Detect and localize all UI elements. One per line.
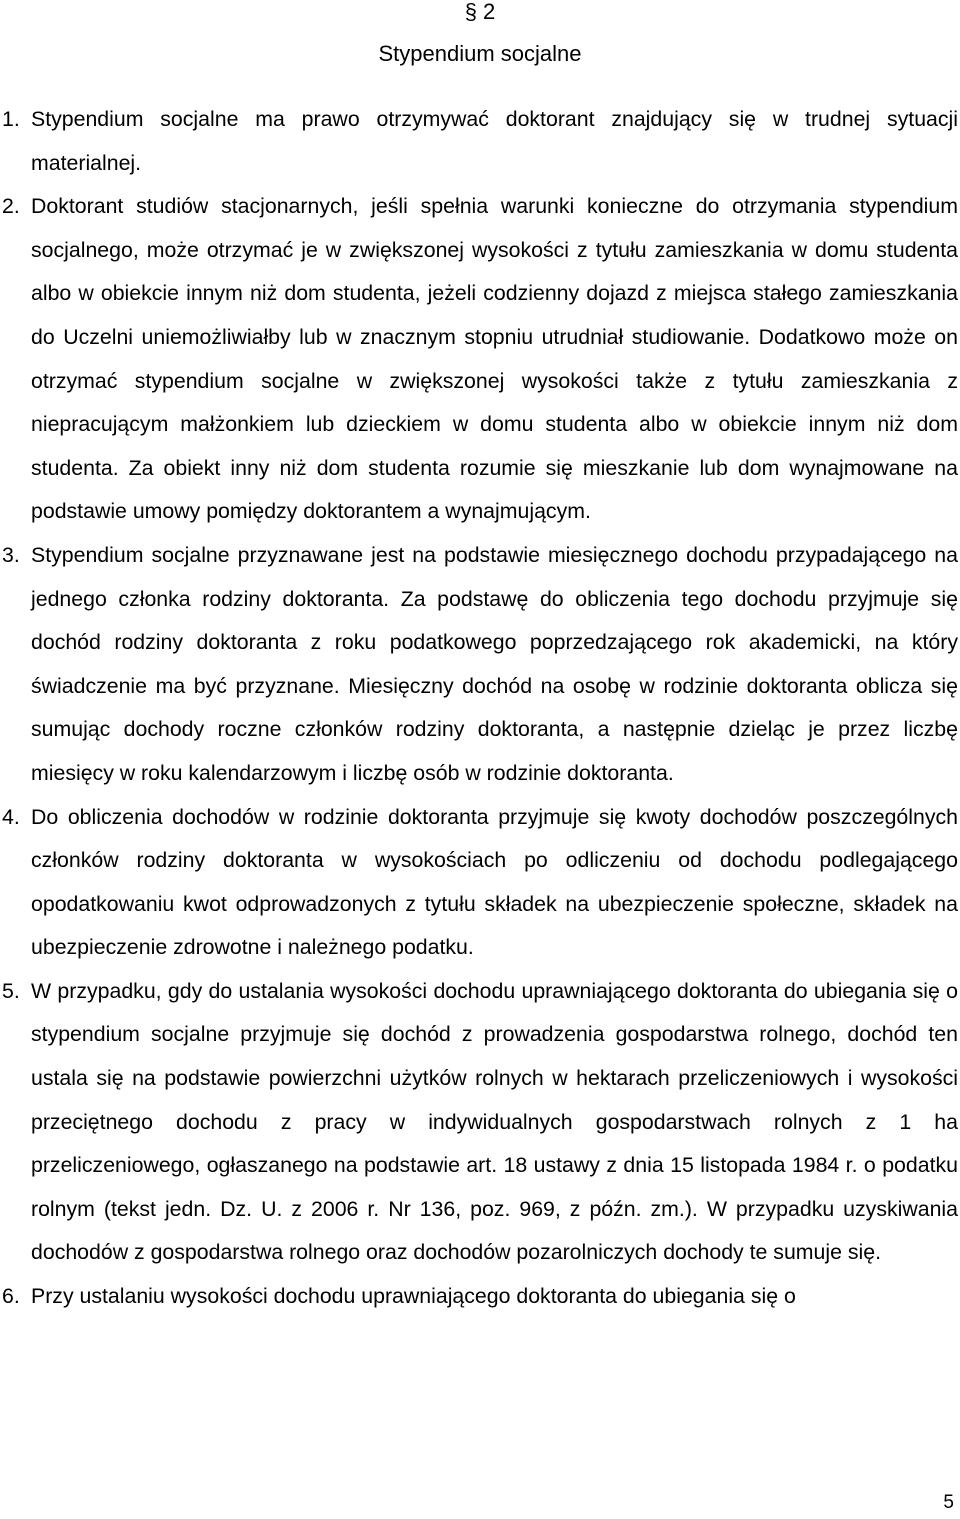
paragraph-number: 5. bbox=[2, 978, 20, 1003]
paragraph-5 bbox=[0, 970, 958, 1275]
paragraph-text: Do obliczenia dochodów w rodzinie doktoranta przyjmuje się kwoty dochodów poszczególnych członków rodziny doktoranta w wysokościach po odliczeniu od dochodu podlegającego opodatkowaniu kwot odprowadzonych z tytułu składek na ubezpieczenie społeczne, składek na ubezpieczenie zdrowotne i należnego podatku. bbox=[31, 804, 958, 960]
paragraph-list bbox=[0, 98, 958, 1319]
paragraph-4 bbox=[0, 796, 958, 970]
paragraph-text: Stypendium socjalne przyznawane jest na podstawie miesięcznego dochodu przypadającego na jednego członka rodziny doktoranta. Za podstawę do obliczenia tego dochodu przyjmuje się dochód rodziny doktoranta z roku podatkowego poprzedzającego rok akademicki, na który świadczenie ma być przyznane. Miesięczny dochód na osobę w rodzinie doktoranta oblicza się sumując dochody roczne członków rodziny doktoranta, a następnie dzieląc je przez liczbę miesięcy w roku kalendarzowym i liczbę osób w rodzinie doktoranta. bbox=[31, 542, 958, 785]
paragraph-text: Doktorant studiów stacjonarnych, jeśli spełnia warunki konieczne do otrzymania stypendium socjalnego, może otrzymać je w zwiększonej wysokości z tytułu zamieszkania w domu studenta albo w obiekcie innym niż dom studenta, jeżeli codzienny dojazd z miejsca stałego zamieszkania do Uczelni uniemożliwiałby lub w znacznym stopniu utrudniał studiowanie. Dodatkowo może on otrzymać stypendium socjalne w zwiększonej wysokości także z tytułu zamieszkania z niepracującym małżonkiem lub dzieckiem w domu studenta albo w obiekcie innym niż dom studenta. Za obiekt inny niż dom studenta rozumie się mieszkanie lub dom wynajmowane na podstawie umowy pomiędzy doktorantem a wynajmującym. bbox=[31, 194, 958, 524]
paragraph-text: Przy ustalaniu wysokości dochodu uprawniającego doktoranta do ubiegania się o bbox=[31, 1284, 796, 1309]
paragraph-1 bbox=[0, 98, 958, 185]
paragraph-3 bbox=[0, 534, 958, 796]
paragraph-number: 3. bbox=[2, 542, 20, 567]
page-number: 5 bbox=[943, 1492, 954, 1513]
section-title: Stypendium socjalne bbox=[378, 41, 582, 66]
paragraph-2 bbox=[0, 185, 958, 534]
paragraph-6 bbox=[0, 1275, 958, 1319]
paragraph-number: 2. bbox=[2, 194, 20, 219]
paragraph-number: 4. bbox=[2, 804, 20, 829]
paragraph-number: 1. bbox=[2, 107, 20, 131]
paragraph-number: 6. bbox=[2, 1284, 20, 1309]
paragraph-text: W przypadku, gdy do ustalania wysokości dochodu uprawniającego doktoranta do ubiegania się o stypendium socjalne przyjmuje się dochód z prowadzenia gospodarstwa rolnego, dochód ten ustala się na podstawie powierzchni użytków rolnych w hektarach przeliczeniowych i wysokości przeciętnego dochodu z pracy w indywidualnych gospodarstwach rolnych z 1 ha przeliczeniowego, ogłaszanego na podstawie art. 18 ustawy z dnia 15 listopada 1984 r. o podatku rolnym (tekst jedn. Dz. U. z 2006 r. Nr 136, poz. 969, z późn. zm.). W przypadku uzyskiwania dochodów z gospodarstwa rolnego oraz dochodów pozarolniczych dochody te sumuje się. bbox=[31, 978, 958, 1265]
section-mark: § 2 bbox=[464, 0, 496, 24]
paragraph-text: Stypendium socjalne ma prawo otrzymywać doktorant znajdujący się w trudnej sytuacji materialnej. bbox=[31, 107, 958, 175]
